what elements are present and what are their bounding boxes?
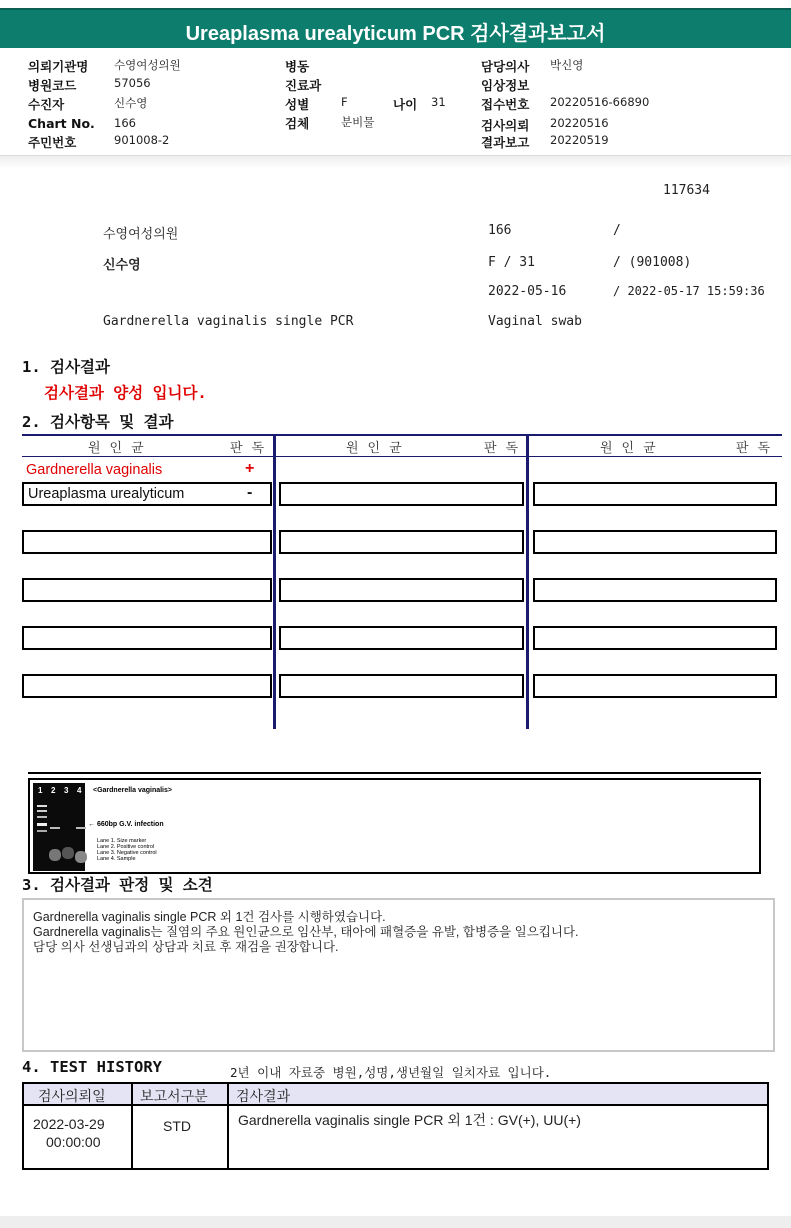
history-col-date: 검사의뢰일 <box>38 1088 106 1104</box>
request-label: 검사의뢰 <box>481 118 530 133</box>
result-cell <box>533 530 777 554</box>
section2-title: 2. 검사항목 및 결과 <box>22 413 174 431</box>
gel-legend-item: Lane 3. Negative control <box>97 850 157 856</box>
report-title-bar <box>0 8 791 48</box>
result-table-top-rule <box>22 434 782 436</box>
clinical-info-label: 임상정보 <box>481 78 530 93</box>
gel-title: <Gardnerella vaginalis> <box>93 787 172 794</box>
info-slash: / <box>613 223 621 238</box>
hospital-code-label: 병원코드 <box>28 78 77 93</box>
history-col-type: 보고서구분 <box>140 1088 208 1104</box>
overall-result: 검사결과 양성 입니다. <box>44 384 207 402</box>
result-cell <box>279 530 524 554</box>
result-cell <box>279 674 524 698</box>
sex-label: 성별 <box>285 97 310 112</box>
result-cell <box>533 626 777 650</box>
history-result: Gardnerella vaginalis single PCR 외 1건 : GV(+), UU(+) <box>238 1112 581 1128</box>
result-cell <box>22 626 272 650</box>
institution-label: 의뢰기관명 <box>28 59 89 74</box>
col-judgement-3: 판독 <box>736 441 780 456</box>
info-test-name: Gardnerella vaginalis single PCR <box>103 314 354 329</box>
doctor-value: 박신영 <box>550 58 584 72</box>
info-sex-age: F / 31 <box>488 255 535 270</box>
header-separator <box>0 155 791 169</box>
history-col-divider <box>131 1084 133 1168</box>
result-table-header-rule <box>22 456 782 457</box>
id-number: 117634 <box>663 183 710 198</box>
age-label: 나이 <box>393 97 418 112</box>
report-label: 결과보고 <box>481 135 530 150</box>
resident-label: 주민번호 <box>28 135 77 150</box>
specimen-value: 분비물 <box>341 115 375 129</box>
department-label: 진료과 <box>285 78 322 93</box>
section4-title: 4. TEST HISTORY <box>22 1058 162 1076</box>
hospital-code-value: 57056 <box>114 76 151 90</box>
history-type: STD <box>163 1118 191 1134</box>
receipt-value: 20220516-66890 <box>550 95 650 109</box>
result-cell <box>279 578 524 602</box>
resident-value: 901008-2 <box>114 133 170 147</box>
receipt-label: 접수번호 <box>481 97 530 112</box>
col-pathogen-1: 원인균 <box>88 441 153 456</box>
age-value: 31 <box>431 95 446 109</box>
footer-band <box>0 1216 791 1228</box>
sex-value: F <box>341 95 348 109</box>
gel-legend-item: Lane 4. Sample <box>97 856 136 862</box>
col-judgement-2: 판독 <box>484 441 528 456</box>
result-cell <box>533 482 777 506</box>
pathogen-name: Ureaplasma urealyticum <box>28 486 185 502</box>
doctor-label: 담당의사 <box>481 59 530 74</box>
gel-lane-1: 1 <box>38 786 43 795</box>
pathogen-name: Gardnerella vaginalis <box>26 462 163 478</box>
gel-photo <box>33 783 85 871</box>
history-date: 2022-03-29 <box>33 1116 105 1132</box>
history-time: 00:00:00 <box>46 1134 101 1150</box>
gel-image-frame <box>28 778 761 874</box>
gel-lane-3: 3 <box>64 786 69 795</box>
patient-value: 신수영 <box>114 96 148 110</box>
opinion-box <box>22 898 775 1052</box>
info-birth: / (901008) <box>613 255 692 270</box>
result-cell <box>533 674 777 698</box>
history-table <box>22 1082 769 1170</box>
gel-top-rule <box>28 772 761 774</box>
history-note: 2년 이내 자료중 병원,성명,생년월일 일치자료 입니다. <box>230 1065 552 1080</box>
col-pathogen-2: 원인균 <box>346 441 411 456</box>
result-cell <box>22 674 272 698</box>
info-institution: 수영여성의원 <box>103 227 179 242</box>
info-name: 신수영 <box>103 258 141 273</box>
institution-value: 수영여성의원 <box>114 58 181 72</box>
result-cell <box>279 482 524 506</box>
report-title: Ureaplasma urealyticum PCR 검사결과보고서 <box>185 23 606 45</box>
ward-label: 병동 <box>285 59 310 74</box>
specimen-label: 검체 <box>285 116 310 131</box>
result-column-divider-1 <box>273 434 276 729</box>
info-specimen: Vaginal swab <box>488 314 582 329</box>
pathogen-result: + <box>245 460 255 477</box>
history-col-divider <box>227 1084 229 1168</box>
pathogen-result: - <box>247 484 253 501</box>
report-value: 20220519 <box>550 133 609 147</box>
history-col-result: 검사결과 <box>236 1088 291 1104</box>
gel-legend-item: Lane 1. Size marker <box>97 838 147 844</box>
result-column-divider-2 <box>526 434 529 729</box>
info-report-datetime: / 2022-05-17 15:59:36 <box>613 284 765 298</box>
info-request-date: 2022-05-16 <box>488 284 567 299</box>
chart-value: 166 <box>114 116 136 130</box>
result-cell <box>22 578 272 602</box>
history-table-header <box>24 1084 767 1106</box>
section1-title: 1. 검사결과 <box>22 358 110 376</box>
section3-title: 3. 검사결과 판정 및 소견 <box>22 876 213 894</box>
patient-label: 수진자 <box>28 97 65 112</box>
opinion-line: 담당 의사 선생님과의 상담과 치료 후 재검을 권장합니다. <box>33 940 339 954</box>
col-judgement-1: 판독 <box>230 441 274 456</box>
gel-lane-2: 2 <box>51 786 56 795</box>
result-cell <box>533 578 777 602</box>
opinion-line: Gardnerella vaginalis single PCR 외 1건 검사를 시행하였습니다. <box>33 910 386 924</box>
request-value: 20220516 <box>550 116 609 130</box>
gel-band-label: ← 660bp G.V. infection <box>88 821 164 828</box>
info-chart: 166 <box>488 223 512 238</box>
gel-lane-4: 4 <box>77 786 82 795</box>
result-cell <box>279 626 524 650</box>
opinion-line: Gardnerella vaginalis는 질염의 주요 원인균으로 임산부, 태아에 패혈증을 유발, 합병증을 일으킵니다. <box>33 925 579 939</box>
chart-label: Chart No. <box>28 116 95 131</box>
col-pathogen-3: 원인균 <box>600 441 665 456</box>
gel-legend-item: Lane 2. Positive control <box>97 844 155 850</box>
result-cell <box>22 530 272 554</box>
